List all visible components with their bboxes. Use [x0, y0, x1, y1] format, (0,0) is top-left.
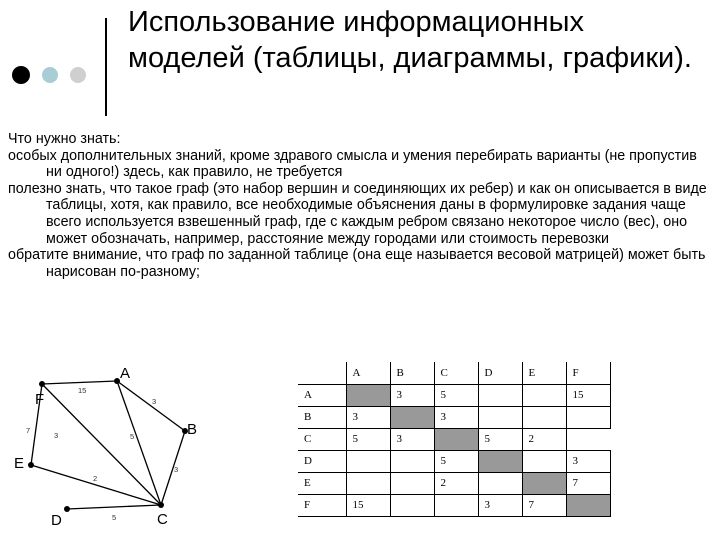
matrix-header-row — [298, 362, 610, 384]
matrix-cell: 3 — [434, 406, 478, 428]
node-dot-e — [28, 462, 34, 468]
matrix-cell: 2 — [522, 428, 566, 450]
matrix-cell — [522, 406, 566, 428]
matrix-col-header: D — [478, 362, 522, 384]
matrix-row — [298, 406, 610, 428]
node-label-b: B — [187, 421, 198, 438]
node-label-e: E — [14, 455, 25, 472]
matrix-cell: 5 — [434, 450, 478, 472]
matrix-cell — [346, 472, 390, 494]
matrix-row — [298, 472, 610, 494]
matrix-cell — [478, 406, 522, 428]
edge-b-c — [161, 431, 185, 505]
matrix-cell — [566, 406, 610, 428]
node-label-c: C — [157, 511, 168, 528]
matrix-cell — [478, 384, 522, 406]
node-dot-d — [64, 506, 70, 512]
edge-a-b — [117, 381, 185, 431]
slide-body — [8, 131, 708, 280]
bullet-dot-teal — [42, 67, 58, 83]
node-label-d: D — [51, 512, 62, 529]
matrix-cell: 3 — [346, 406, 390, 428]
matrix-cell — [566, 494, 610, 516]
edge-f-a — [42, 381, 117, 384]
matrix-row-header: E — [298, 472, 346, 494]
matrix-cell: 5 — [346, 428, 390, 450]
matrix-cell — [434, 428, 478, 450]
matrix-cell — [390, 494, 434, 516]
node-label-f: F — [35, 391, 45, 408]
title-divider — [105, 18, 107, 116]
paragraph-graph: полезно знать, что такое граф (это набор вершин и соединяющих их ребер) и как он описывается в виде таблицы, хотя, как правило, все необходимые объяснения даны в формулировке задания чаще всего используется взвешенный граф, где с каждым ребром связано некоторое число (вес), оно может обозначать, например, расстояние между городами или стоимость перевозки — [8, 180, 707, 247]
matrix-cell — [522, 384, 566, 406]
paragraph-attention: обратите внимание, что граф по заданной таблице (она еще называется весовой матрицей) может быть нарисован по-разному; — [8, 247, 706, 280]
matrix-cell: 3 — [390, 428, 434, 450]
matrix-col-header: E — [522, 362, 566, 384]
matrix-col-header: C — [434, 362, 478, 384]
weight-e-c: 2 — [93, 474, 98, 483]
matrix-cell — [522, 472, 566, 494]
matrix-cell: 3 — [566, 450, 610, 472]
matrix-cell: 7 — [522, 494, 566, 516]
matrix-cell — [522, 450, 566, 472]
matrix-row-header: D — [298, 450, 346, 472]
weight-a-c: 5 — [130, 432, 135, 441]
matrix-row — [298, 428, 610, 450]
weight-matrix — [298, 362, 611, 517]
weight-f-c: 3 — [54, 431, 59, 440]
node-label-a: A — [120, 365, 131, 382]
graph-diagram — [0, 355, 290, 540]
matrix-cell — [434, 494, 478, 516]
matrix-cell: 5 — [478, 428, 522, 450]
bullet-dot-gray — [70, 67, 86, 83]
matrix-col-header: F — [566, 362, 610, 384]
matrix-cell: 15 — [566, 384, 610, 406]
matrix-cell — [390, 472, 434, 494]
matrix-cell: 3 — [478, 494, 522, 516]
matrix-row — [298, 494, 610, 516]
slide-title: Использование информационных моделей (таблицы, диаграммы, графики). — [128, 6, 692, 74]
weight-d-c: 5 — [112, 513, 117, 522]
matrix-row-header: F — [298, 494, 346, 516]
matrix-cell — [346, 450, 390, 472]
matrix-col-header: A — [346, 362, 390, 384]
node-dot-f — [39, 381, 45, 387]
paragraph-intro: Что нужно знать: — [8, 131, 121, 147]
node-dot-c — [158, 502, 164, 508]
edge-d-c — [67, 505, 161, 509]
matrix-cell: 3 — [390, 384, 434, 406]
paragraph-knowledge: особых дополнительных знаний, кроме здравого смысла и умения перебирать варианты (не пропустив ни одного!) здесь, как правило, не требуется — [8, 147, 697, 181]
matrix-cell — [390, 450, 434, 472]
matrix-cell: 7 — [566, 472, 610, 494]
bullet-dot-black — [12, 66, 30, 84]
matrix-row — [298, 384, 610, 406]
matrix-cell: 15 — [346, 494, 390, 516]
weight-f-e: 7 — [26, 426, 31, 435]
matrix-col-header: B — [390, 362, 434, 384]
matrix-cell: 5 — [434, 384, 478, 406]
matrix-row-header: C — [298, 428, 346, 450]
matrix-corner — [298, 362, 346, 384]
matrix-cell — [478, 450, 522, 472]
matrix-cell — [566, 428, 610, 450]
weight-b-c: 3 — [174, 465, 179, 474]
matrix-row — [298, 450, 610, 472]
matrix-cell — [478, 472, 522, 494]
matrix-cell — [390, 406, 434, 428]
matrix-row-header: A — [298, 384, 346, 406]
matrix-row-header: B — [298, 406, 346, 428]
matrix-cell — [346, 384, 390, 406]
weight-a-b: 3 — [152, 397, 157, 406]
matrix-cell: 2 — [434, 472, 478, 494]
weight-f-a: 15 — [78, 386, 87, 395]
